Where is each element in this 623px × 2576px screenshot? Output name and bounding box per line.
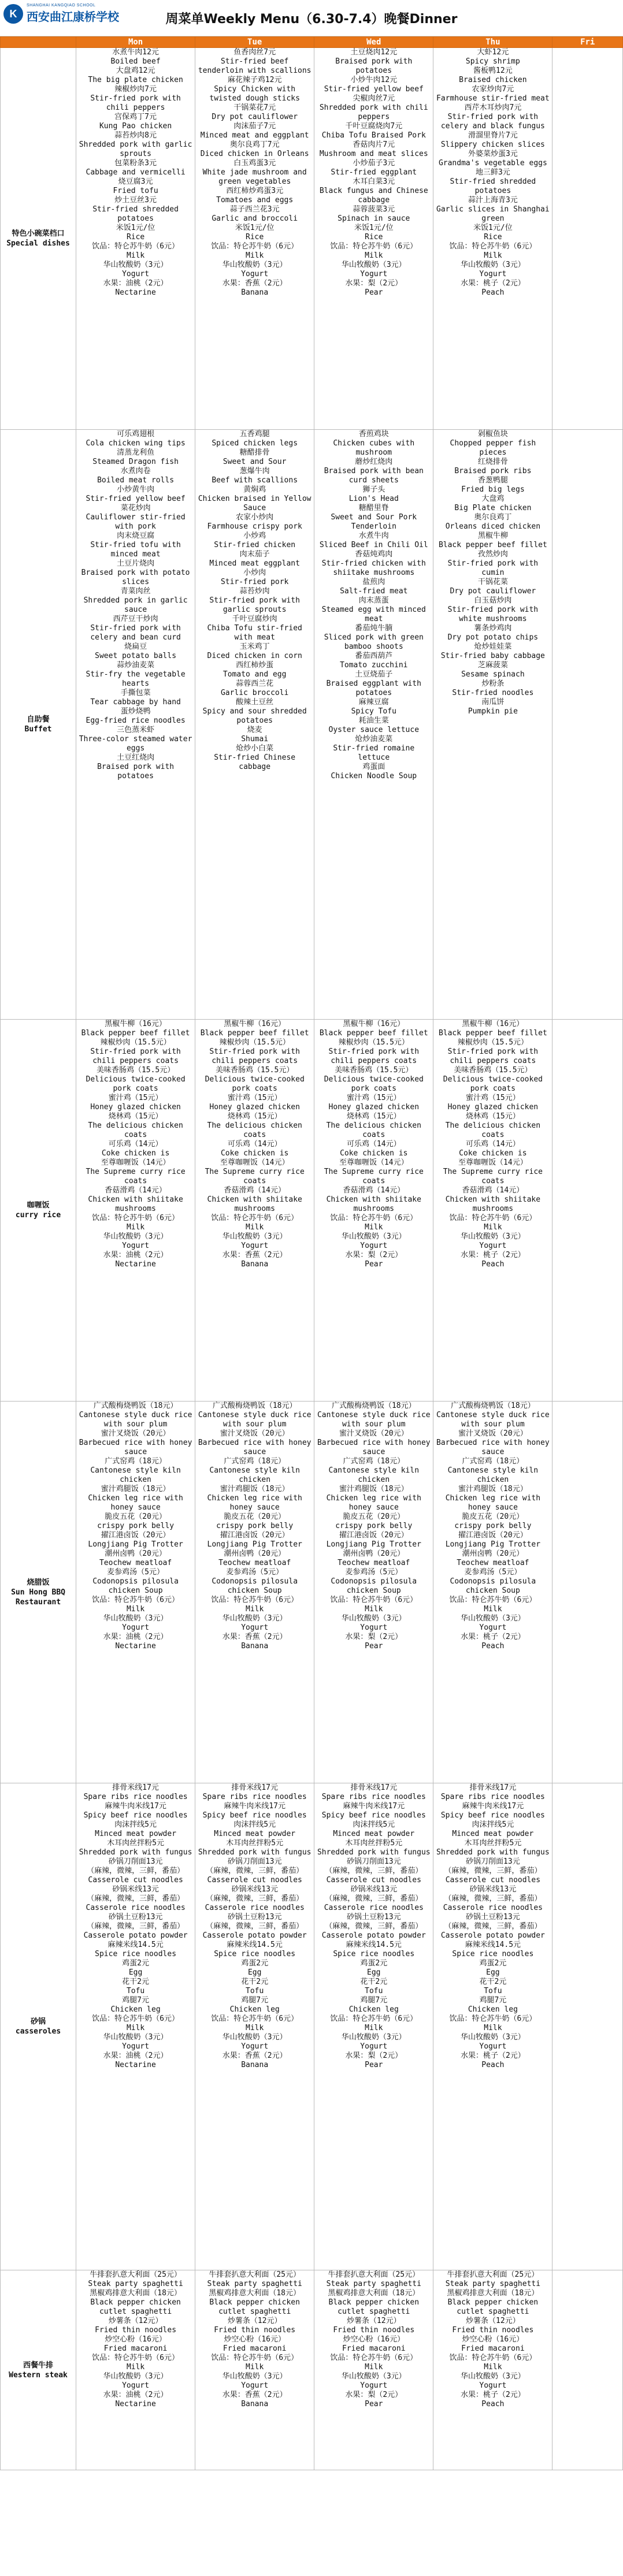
menu-cell-mon: 黑椒牛柳（16元） Black pepper beef fillet 辣椒炒肉（15.5元） Stir-fried pork with chili peppers coats 美味香肠鸡（15.5元） Delicious twice-cooked pork coats 蜜汁鸡（15元） Honey glazed chicken 烧林鸡（15元） The delicious chicken coats 可乐鸡（14元） Coke chicken is 至尊咖喱饭（14元） The Supreme curry rice coats 香菇滑鸡（14元） Chicken with shiitake mushrooms 饮品：特仑苏牛奶（6元） Milk 华山牧酸奶（3元） Yogurt 水果：油桃（2元） Nectarine [76, 1020, 195, 1402]
menu-cell-tue: 五香鸡腿 Spiced chicken legs 糖醋排骨 Sweet and Sour 葱爆牛肉 Beef with scallions 黄焖鸡 Chicken braised in Yellow Sauce 农家小炒肉 Farmhouse crispy pork 小炒鸡 Stir-fried chicken 肉末茄子 Minced meat eggplant 小炒肉 Stir-fried pork 蒜苔炒肉 Stir-fried pork with garlic sprouts 千叶豆腐炒肉 Chiba Tofu stir-fried with meat 玉米鸡丁 Diced chicken in corn 西红柿炒蛋 Tomato and egg 蒜蓉西兰花 Garlic broccoli 酸辣土豆丝 Spicy and sour shredded potatoes 烧麦 Shumai 炝炒小白菜 Stir-fried Chinese cabbage [195, 430, 314, 1020]
logo-school-name: 西安曲江康桥学校 [27, 11, 119, 24]
menu-cell-thu: 黑椒牛柳（16元） Black pepper beef fillet 辣椒炒肉（15.5元） Stir-fried pork with chili peppers coats 美味香肠鸡（15.5元） Delicious twice-cooked pork coats 蜜汁鸡（15元） Honey glazed chicken 烧林鸡（15元） The delicious chicken coats 可乐鸡（14元） Coke chicken is 至尊咖喱饭（14元） The Supreme curry rice coats 香菇滑鸡（14元） Chicken with shiitake mushrooms 饮品：特仑苏牛奶（6元） Milk 华山牧酸奶（3元） Yogurt 水果：桃子（2元） Peach [433, 1020, 552, 1402]
day-header-mon: Mon [76, 37, 195, 48]
category-label: 特色小碗菜档口 Special dishes [1, 48, 76, 430]
category-label: 烧腊饭 Sun Hong BBQ Restaurant [1, 1402, 76, 1783]
menu-cell-wed: 土豆烧肉12元 Braised pork with potatoes 小炒牛肉12元 Stir-fried yellow beef 尖椒肉丝7元 Shredded pork with chili peppers 千叶豆腐烧肉7元 Chiba Tofu Braised Pork 香菇肉片7元 Mushroom and meat slices 小炒茄子3元 Stir-fried eggplant 木耳白菜3元 Black fungus and Chinese cabbage 蒜蓉菠菜3元 Spinach in sauce 米饭1元/位 Rice 饮品：特仑苏牛奶（6元） Milk 华山牧酸奶（3元） Yogurt 水果：梨（2元） Pear [314, 48, 433, 430]
menu-cell-fri [552, 48, 623, 430]
menu-cell-mon: 牛排套扒意大利面（25元） Steak party spaghetti 黑椒鸡排意大利面（18元） Black pepper chicken cutlet spaghetti 炒薯条（12元） Fried thin noodles 炒空心粉（16元） Fried macaroni 饮品：特仑苏牛奶（6元） Milk 华山牧酸奶（3元） Yogurt 水果：油桃（2元） Nectarine [76, 2270, 195, 2470]
menu-row-casseroles [1, 1783, 623, 2270]
day-header-fri: Fri [552, 37, 623, 48]
menu-cell-fri [552, 1402, 623, 1783]
menu-cell-tue: 黑椒牛柳（16元） Black pepper beef fillet 辣椒炒肉（15.5元） Stir-fried pork with chili peppers coats 美味香肠鸡（15.5元） Delicious twice-cooked pork coats 蜜汁鸡（15元） Honey glazed chicken 烧林鸡（15元） The delicious chicken coats 可乐鸡（14元） Coke chicken is 至尊咖喱饭（14元） The Supreme curry rice coats 香菇滑鸡（14元） Chicken with shiitake mushrooms 饮品：特仑苏牛奶（6元） Milk 华山牧酸奶（3元） Yogurt 水果：香蕉（2元） Banana [195, 1020, 314, 1402]
menu-cell-mon: 广式酸梅烧鸭饭（18元） Cantonese style duck rice with sour plum 蜜汁叉烧饭（20元） Barbecued rice with honey sauce 广式窑鸡（18元） Cantonese style kiln chicken 蜜汁鸡腿饭（18元） Chicken leg rice with honey sauce 脆皮五花（20元） crispy pork belly 擢江港卤饭（20元） Longjiang Pig Trotter 潮州卤鸭（20元） Teochew meatloaf 麦参鸡汤（5元） Codonopsis pilosula chicken Soup 饮品：特仑苏牛奶（6元） Milk 华山牧酸奶（3元） Yogurt 水果：油桃（2元） Nectarine [76, 1402, 195, 1783]
menu-cell-mon: 排骨米线17元 Spare ribs rice noodles 麻辣牛肉米线17元 Spicy beef rice noodles 肉沫拌线5元 Minced meat powder 木耳肉丝拌粉5元 Shredded pork with fungus 砂锅刀削面13元 （麻辣，微辣，三鲜，番茄） Casserole cut noodles 砂锅米线13元 （麻辣，微辣，三鲜，番茄） Casserole rice noodles 砂锅土豆粉13元 （麻辣，微辣，三鲜，番茄） Casserole potato powder 麻辣米线14.5元 Spice rice noodles 鸡蛋2元 Egg 花干2元 Tofu 鸡腿7元 Chicken leg 饮品：特仑苏牛奶（6元） Milk 华山牧酸奶（3元） Yogurt 水果：油桃（2元） Nectarine [76, 1783, 195, 2270]
menu-cell-wed: 牛排套扒意大利面（25元） Steak party spaghetti 黑椒鸡排意大利面（18元） Black pepper chicken cutlet spaghetti 炒薯条（12元） Fried thin noodles 炒空心粉（16元） Fried macaroni 饮品：特仑苏牛奶（6元） Milk 华山牧酸奶（3元） Yogurt 水果：梨（2元） Pear [314, 2270, 433, 2470]
logo-subtitle: SHANGHAI KANGQIAO SCHOOL [27, 3, 96, 8]
category-label: 砂锅 casseroles [1, 1783, 76, 2270]
weekly-menu-table [0, 36, 623, 2470]
menu-cell-fri [552, 2270, 623, 2470]
menu-row-western-steak [1, 2270, 623, 2470]
day-header-row [1, 37, 623, 48]
school-emblem-icon: K [3, 4, 23, 24]
menu-cell-wed: 排骨米线17元 Spare ribs rice noodles 麻辣牛肉米线17元 Spicy beef rice noodles 肉沫拌线5元 Minced meat powder 木耳肉丝拌粉5元 Shredded pork with fungus 砂锅刀削面13元 （麻辣，微辣，三鲜，番茄） Casserole cut noodles 砂锅米线13元 （麻辣，微辣，三鲜，番茄） Casserole rice noodles 砂锅土豆粉13元 （麻辣，微辣，三鲜，番茄） Casserole potato powder 麻辣米线14.5元 Spice rice noodles 鸡蛋2元 Egg 花干2元 Tofu 鸡腿7元 Chicken leg 饮品：特仑苏牛奶（6元） Milk 华山牧酸奶（3元） Yogurt 水果：梨（2元） Pear [314, 1783, 433, 2270]
menu-cell-wed: 黑椒牛柳（16元） Black pepper beef fillet 辣椒炒肉（15.5元） Stir-fried pork with chili peppers coats 美味香肠鸡（15.5元） Delicious twice-cooked pork coats 蜜汁鸡（15元） Honey glazed chicken 烧林鸡（15元） The delicious chicken coats 可乐鸡（14元） Coke chicken is 至尊咖喱饭（14元） The Supreme curry rice coats 香菇滑鸡（14元） Chicken with shiitake mushrooms 饮品：特仑苏牛奶（6元） Milk 华山牧酸奶（3元） Yogurt 水果：梨（2元） Pear [314, 1020, 433, 1402]
menu-cell-wed: 香煎鸡块 Chicken cubes with mushroom 蘑炒红烧肉 Braised pork with bean curd sheets 狮子头 Lion's Head 糖醋里脊 Sweet and Sour Pork Tenderloin 水煮牛肉 Sliced Beef in Chili Oil 香菇炖鸡肉 Stir-fried chicken with shiitake mushrooms 盐煎肉 Salt-fried meat 肉末蒸蛋 Steamed egg with minced meat 番茄炖牛腩 Sliced pork with green bamboo shoots 番茄西葫芦 Tomato zucchini 土豆烧茄子 Braised eggplant with potatoes 麻辣豆腐 Spicy Tofu 耗油生菜 Oyster sauce lettuce 炝炒油麦菜 Stir-fried romaine lettuce 鸡蛋面 Chicken Noodle Soup [314, 430, 433, 1020]
menu-cell-fri [552, 1783, 623, 2270]
menu-cell-tue: 排骨米线17元 Spare ribs rice noodles 麻辣牛肉米线17元 Spicy beef rice noodles 肉沫拌线5元 Minced meat powder 木耳肉丝拌粉5元 Shredded pork with fungus 砂锅刀削面13元 （麻辣，微辣，三鲜，番茄） Casserole cut noodles 砂锅米线13元 （麻辣，微辣，三鲜，番茄） Casserole rice noodles 砂锅土豆粉13元 （麻辣，微辣，三鲜，番茄） Casserole potato powder 麻辣米线14.5元 Spice rice noodles 鸡蛋2元 Egg 花干2元 Tofu 鸡腿7元 Chicken leg 饮品：特仑苏牛奶（6元） Milk 华山牧酸奶（3元） Yogurt 水果：香蕉（2元） Banana [195, 1783, 314, 2270]
category-label: 自助餐 Buffet [1, 430, 76, 1020]
menu-header [0, 0, 623, 36]
menu-cell-tue: 广式酸梅烧鸭饭（18元） Cantonese style duck rice with sour plum 蜜汁叉烧饭（20元） Barbecued rice with honey sauce 广式窑鸡（18元） Cantonese style kiln chicken 蜜汁鸡腿饭（18元） Chicken leg rice with honey sauce 脆皮五花（20元） crispy pork belly 擢江港卤饭（20元） Longjiang Pig Trotter 潮州卤鸭（20元） Teochew meatloaf 麦参鸡汤（5元） Codonopsis pilosula chicken Soup 饮品：特仑苏牛奶（6元） Milk 华山牧酸奶（3元） Yogurt 水果：香蕉（2元） Banana [195, 1402, 314, 1783]
menu-cell-thu: 剁椒鱼块 Chopped pepper fish pieces 红烧排骨 Braised pork ribs 香葱鸭腿 Fried big legs 大盘鸡 Big Plate chicken 奥尔良鸡丁 Orleans diced chicken 黑椒牛柳 Black pepper beef fillet 孜然炒肉 Stir-fried pork with cumin 干锅花菜 Dry pot cauliflower 白玉菇炒肉 Stir-fried pork with white mushrooms 薯条炒鸡肉 Dry pot potato chips 炝炒娃娃菜 Stir-fried baby cabbage 芝麻菠菜 Sesame spinach 炒粉条 Stir-fried noodles 南瓜饼 Pumpkin pie [433, 430, 552, 1020]
menu-cell-thu: 广式酸梅烧鸭饭（18元） Cantonese style duck rice with sour plum 蜜汁叉烧饭（20元） Barbecued rice with honey sauce 广式窑鸡（18元） Cantonese style kiln chicken 蜜汁鸡腿饭（18元） Chicken leg rice with honey sauce 脆皮五花（20元） crispy pork belly 擢江港卤饭（20元） Longjiang Pig Trotter 潮州卤鸭（20元） Teochew meatloaf 麦参鸡汤（5元） Codonopsis pilosula chicken Soup 饮品：特仑苏牛奶（6元） Milk 华山牧酸奶（3元） Yogurt 水果：桃子（2元） Peach [433, 1402, 552, 1783]
category-label: 西餐牛排 Western steak [1, 2270, 76, 2470]
menu-cell-wed: 广式酸梅烧鸭饭（18元） Cantonese style duck rice with sour plum 蜜汁叉烧饭（20元） Barbecued rice with honey sauce 广式窑鸡（18元） Cantonese style kiln chicken 蜜汁鸡腿饭（18元） Chicken leg rice with honey sauce 脆皮五花（20元） crispy pork belly 擢江港卤饭（20元） Longjiang Pig Trotter 潮州卤鸭（20元） Teochew meatloaf 麦参鸡汤（5元） Codonopsis pilosula chicken Soup 饮品：特仑苏牛奶（6元） Milk 华山牧酸奶（3元） Yogurt 水果：梨（2元） Pear [314, 1402, 433, 1783]
menu-row-special-dishes [1, 48, 623, 430]
day-header-wed: Wed [314, 37, 433, 48]
page-title: 周菜单Weekly Menu（6.30-7.4）晚餐Dinner [165, 12, 458, 27]
day-header-tue: Tue [195, 37, 314, 48]
menu-cell-thu: 大虾12元 Spicy shrimp 酱板鸭12元 Braised chicken 农家炒肉7元 Farmhouse stir-fried meat 西芹木耳炒肉7元 Stir-fried pork with celery and black fungus 滑溜里脊片7元 Slippery chicken slices 外婆菜炒蛋3元 Grandma's vegetable eggs 地三鲜3元 Stir-fried shredded potatoes 蒜汁上海青3元 Garlic slices in Shanghai green 米饭1元/位 Rice 饮品：特仑苏牛奶（6元） Milk 华山牧酸奶（3元） Yogurt 水果：桃子（2元） Peach [433, 48, 552, 430]
menu-cell-mon: 可乐鸡翅根 Cola chicken wing tips 清蒸龙利鱼 Steamed Dragon fish 水煮肉卷 Boiled meat rolls 小炒黄牛肉 Stir-fried yellow beef 菜花炒肉 Cauliflower stir-fried with pork 肉末烧豆腐 Stir-fried tofu with minced meat 土豆片烧肉 Braised pork with potato slices 青菜肉丝 Shredded pork in garlic sauce 西芹豆干炒肉 Stir-fried pork with celery and bean curd 烧扁豆 Sweet potato balls 蒜炒油麦菜 Stir-fry the vegetable hearts 手撕包菜 Tear cabbage by hand 蛋炒烧鸭 Egg-fried rice noodles 三色蒸米虾 Three-color steamed water eggs 土豆红烧肉 Braised pork with potatoes [76, 430, 195, 1020]
school-logo [3, 3, 119, 24]
menu-cell-fri [552, 430, 623, 1020]
corner-cell [1, 37, 76, 48]
menu-cell-tue: 鱼香肉丝7元 Stir-fried beef tenderloin with scallions 麻花辣子鸡12元 Spicy Chicken with twisted dough sticks 干锅菜花7元 Dry pot cauliflower 肉沫茄子7元 Minced meat and eggplant 奥尔良鸡丁7元 Diced chicken in Orleans 白玉鸡蛋3元 White jade mushroom and green vegetables 西红柿炒鸡蛋3元 Tomatoes and eggs 蒜子西兰花3元 Garlic and broccoli 米饭1元/位 Rice 饮品：特仑苏牛奶（6元） Milk 华山牧酸奶（3元） Yogurt 水果：香蕉（2元） Banana [195, 48, 314, 430]
menu-row-buffet [1, 430, 623, 1020]
menu-cell-thu: 排骨米线17元 Spare ribs rice noodles 麻辣牛肉米线17元 Spicy beef rice noodles 肉沫拌线5元 Minced meat powder 木耳肉丝拌粉5元 Shredded pork with fungus 砂锅刀削面13元 （麻辣，微辣，三鲜，番茄） Casserole cut noodles 砂锅米线13元 （麻辣，微辣，三鲜，番茄） Casserole rice noodles 砂锅土豆粉13元 （麻辣，微辣，三鲜，番茄） Casserole potato powder 麻辣米线14.5元 Spice rice noodles 鸡蛋2元 Egg 花干2元 Tofu 鸡腿7元 Chicken leg 饮品：特仑苏牛奶（6元） Milk 华山牧酸奶（3元） Yogurt 水果：桃子（2元） Peach [433, 1783, 552, 2270]
day-header-thu: Thu [433, 37, 552, 48]
menu-cell-mon: 水煮牛肉12元 Boiled beef 大盘鸡12元 The big plate chicken 辣椒炒肉7元 Stir-fried pork with chili peppers 宫保鸡丁7元 Kung Pao chicken 蒜苔炒肉8元 Shredded pork with garlic sprouts 包菜粉条3元 Cabbage and vermicelli 烧豆腐3元 Fried tofu 炒土豆丝3元 Stir-fried shredded potatoes 米饭1元/位 Rice 饮品：特仑苏牛奶（6元） Milk 华山牧酸奶（3元） Yogurt 水果：油桃（2元） Nectarine [76, 48, 195, 430]
menu-row-curry-rice [1, 1020, 623, 1402]
menu-cell-tue: 牛排套扒意大利面（25元） Steak party spaghetti 黑椒鸡排意大利面（18元） Black pepper chicken cutlet spaghetti 炒薯条（12元） Fried thin noodles 炒空心粉（16元） Fried macaroni 饮品：特仑苏牛奶（6元） Milk 华山牧酸奶（3元） Yogurt 水果：香蕉（2元） Banana [195, 2270, 314, 2470]
menu-cell-thu: 牛排套扒意大利面（25元） Steak party spaghetti 黑椒鸡排意大利面（18元） Black pepper chicken cutlet spaghetti 炒薯条（12元） Fried thin noodles 炒空心粉（16元） Fried macaroni 饮品：特仑苏牛奶（6元） Milk 华山牧酸奶（3元） Yogurt 水果：桃子（2元） Peach [433, 2270, 552, 2470]
category-label: 咖喱饭 curry rice [1, 1020, 76, 1402]
menu-row-bbq [1, 1402, 623, 1783]
menu-cell-fri [552, 1020, 623, 1402]
